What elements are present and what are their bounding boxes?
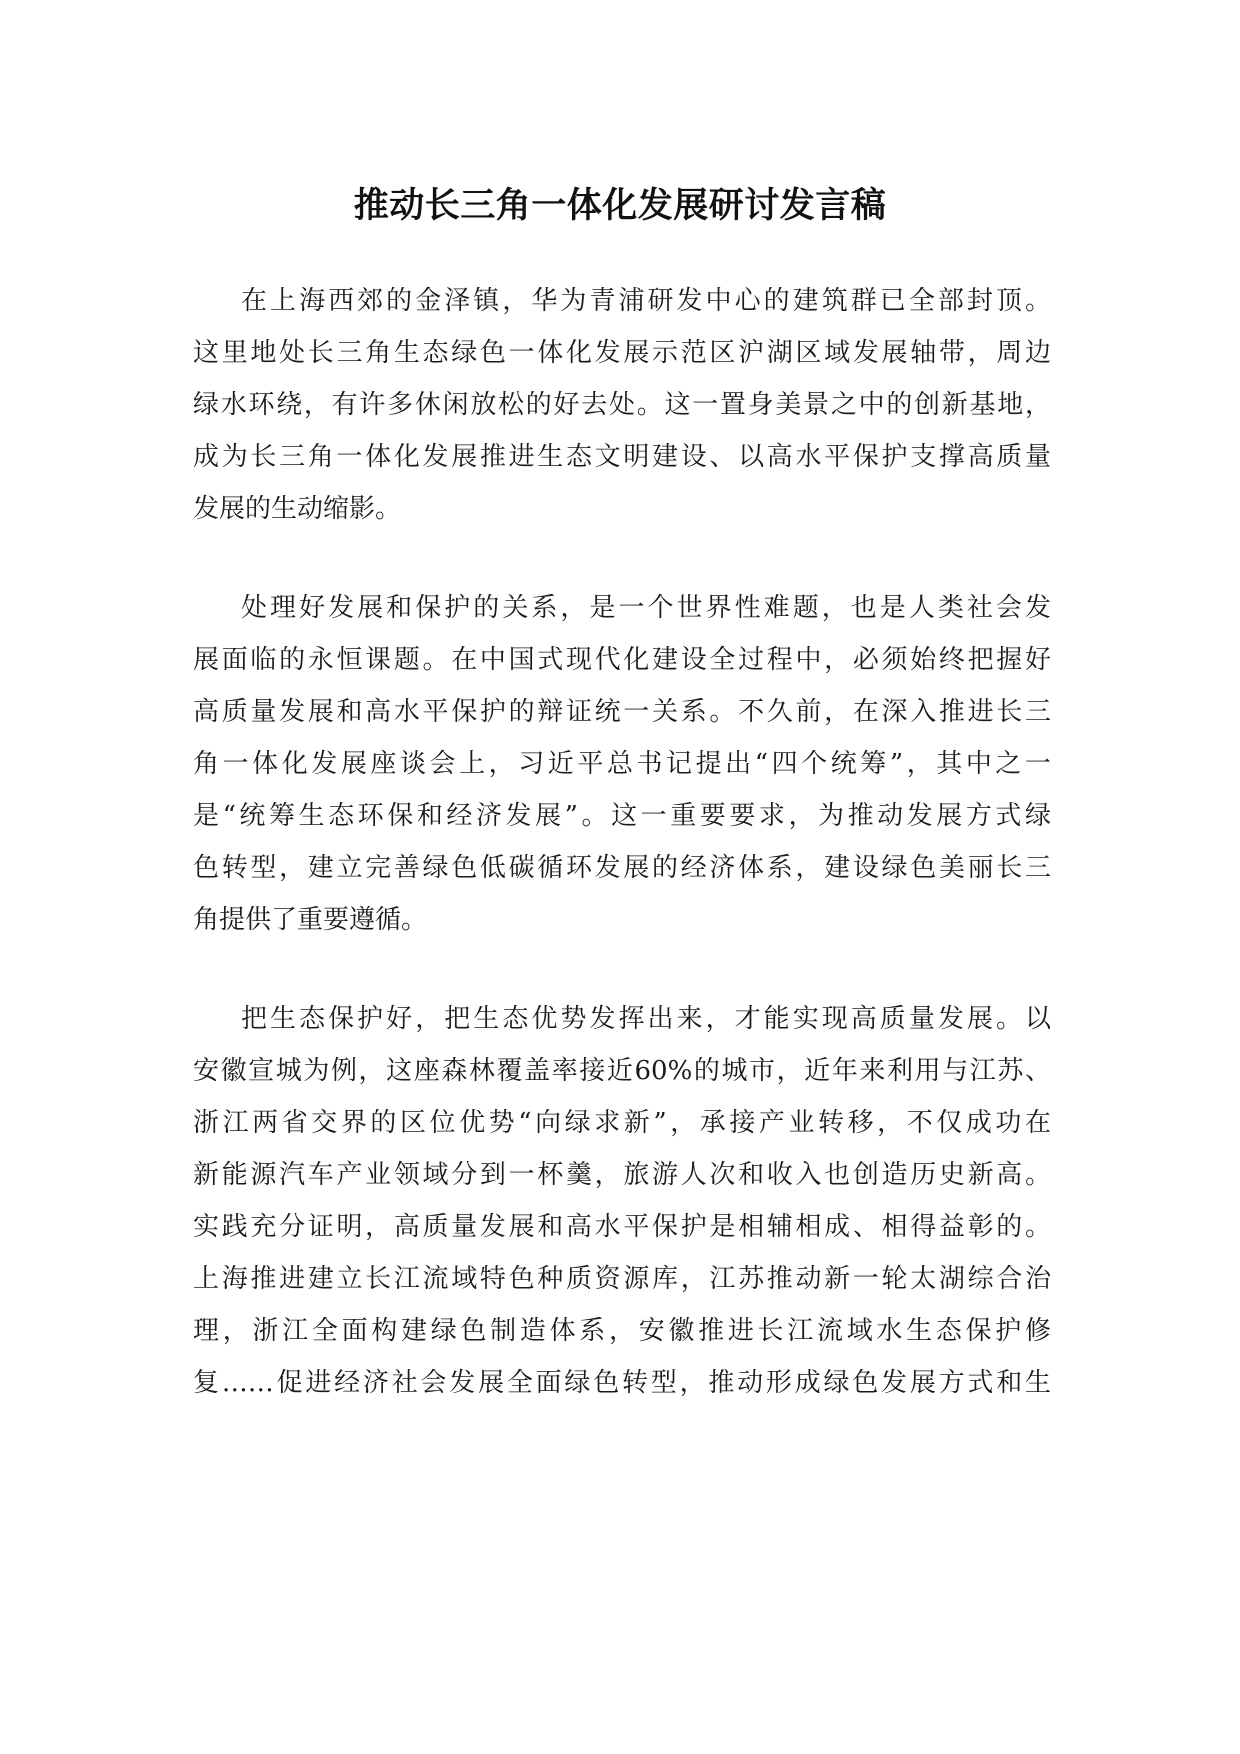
text-line: 上海推进建立长江流域特色种质资源库，江苏推动新一轮太湖综合治 [193, 1264, 1051, 1294]
text-line: 安徽宣城为例，这座森林覆盖率接近60%的城市，近年来利用与江苏、 [193, 1056, 1051, 1086]
text-line: 这里地处长三角生态绿色一体化发展示范区沪湖区域发展轴带，周边 [193, 338, 1051, 368]
text-line: 新能源汽车产业领域分到一杯羹，旅游人次和收入也创造历史新高。 [193, 1160, 1051, 1190]
text-line: 是“统筹生态环保和经济发展”。这一重要要求，为推动发展方式绿 [193, 801, 1051, 831]
text-line: 把生态保护好，把生态优势发挥出来，才能实现高质量发展。以 [241, 1004, 1051, 1034]
text-line: 高质量发展和高水平保护的辩证统一关系。不久前，在深入推进长三 [193, 697, 1051, 727]
text-line: 展面临的永恒课题。在中国式现代化建设全过程中，必须始终把握好 [193, 645, 1051, 675]
text-line: 实践充分证明，高质量发展和高水平保护是相辅相成、相得益彰的。 [193, 1212, 1051, 1242]
text-line: 浙江两省交界的区位优势“向绿求新”，承接产业转移，不仅成功在 [193, 1108, 1051, 1138]
paragraph-1 [193, 275, 1051, 535]
text-line: 成为长三角一体化发展推进生态文明建设、以高水平保护支撑高质量 [193, 442, 1051, 472]
text-line: 色转型，建立完善绿色低碳循环发展的经济体系，建设绿色美丽长三 [193, 853, 1051, 883]
text-line: 绿水环绕，有许多休闲放松的好去处。这一置身美景之中的创新基地， [193, 390, 1051, 420]
document-body [193, 275, 1051, 1456]
text-line: 角一体化发展座谈会上，习近平总书记提出“四个统筹”，其中之一 [193, 749, 1051, 779]
paragraph-3 [193, 993, 1051, 1409]
text-line: 理，浙江全面构建绿色制造体系，安徽推进长江流域水生态保护修 [193, 1316, 1051, 1346]
text-line: 角提供了重要遵循。 [193, 905, 428, 935]
text-line: 处理好发展和保护的关系，是一个世界性难题，也是人类社会发 [241, 593, 1051, 623]
text-line: 复……促进经济社会发展全面绿色转型，推动形成绿色发展方式和生 [193, 1368, 1051, 1398]
text-line: 在上海西郊的金泽镇，华为青浦研发中心的建筑群已全部封顶。 [241, 286, 1051, 316]
paragraph-2 [193, 582, 1051, 946]
document-title: 推动长三角一体化发展研讨发言稿 [353, 186, 887, 226]
text-line: 发展的生动缩影。 [193, 494, 402, 524]
